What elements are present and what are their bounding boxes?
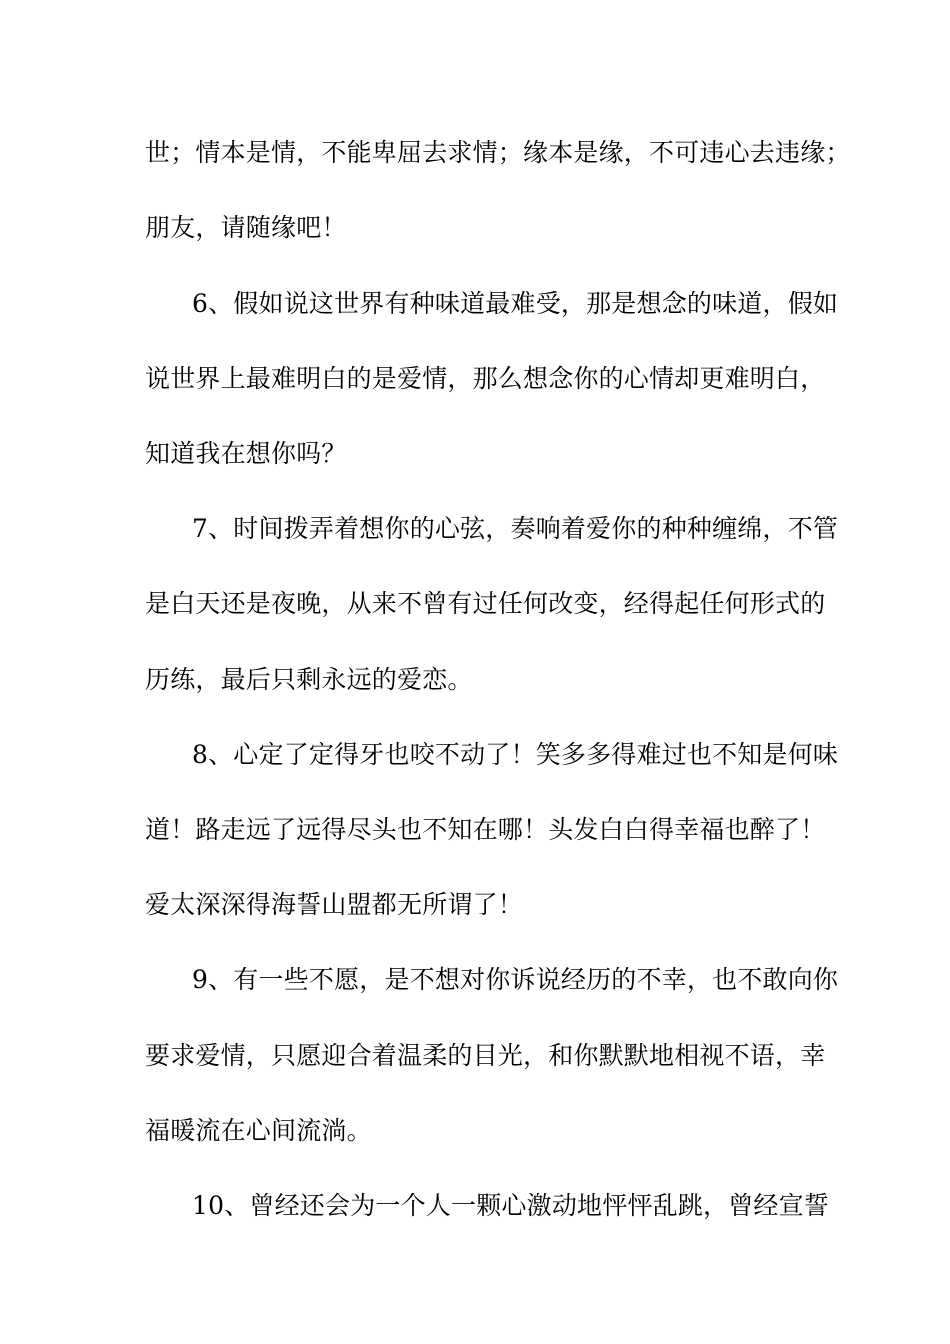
text-line: 世；情本是情，不能卑屈去求情；缘本是缘，不可违心去违缘；	[145, 138, 851, 167]
text-line: 福暖流在心间流淌。	[145, 1116, 372, 1145]
text-line: 道！路走远了远得尽头也不知在哪！头发白白得幸福也醉了！	[145, 815, 826, 844]
text-line: 爱太深深得海誓山盟都无所谓了！	[145, 890, 524, 919]
text-line: 要求爱情，只愿迎合着温柔的目光，和你默默地相视不语，幸	[145, 1041, 826, 1070]
text-line: 历练，最后只剩永远的爱恋。	[145, 665, 473, 694]
text-line: 说世界上最难明白的是爱情，那么想念你的心情却更难明白，	[145, 364, 826, 393]
text-line: 是白天还是夜晚，从来不曾有过任何改变，经得起任何形式的	[145, 589, 826, 618]
paragraph-start-line: 7、时间拨弄着想你的心弦，奏响着爱你的种种缠绵，不管	[192, 514, 839, 543]
paragraph-start-line: 8、心定了定得牙也咬不动了！笑多多得难过也不知是何味	[192, 740, 839, 769]
paragraph-start-line: 6、假如说这世界有种味道最难受，那是想念的味道，假如	[192, 289, 839, 318]
paragraph-start-line: 9、有一些不愿，是不想对你诉说经历的不幸，也不敢向你	[192, 965, 839, 994]
text-line: 知道我在想你吗？	[145, 439, 347, 468]
paragraph-start-line: 10、曾经还会为一个人一颗心激动地怦怦乱跳，曾经宣誓	[192, 1191, 830, 1220]
text-line: 朋友，请随缘吧！	[145, 213, 347, 242]
